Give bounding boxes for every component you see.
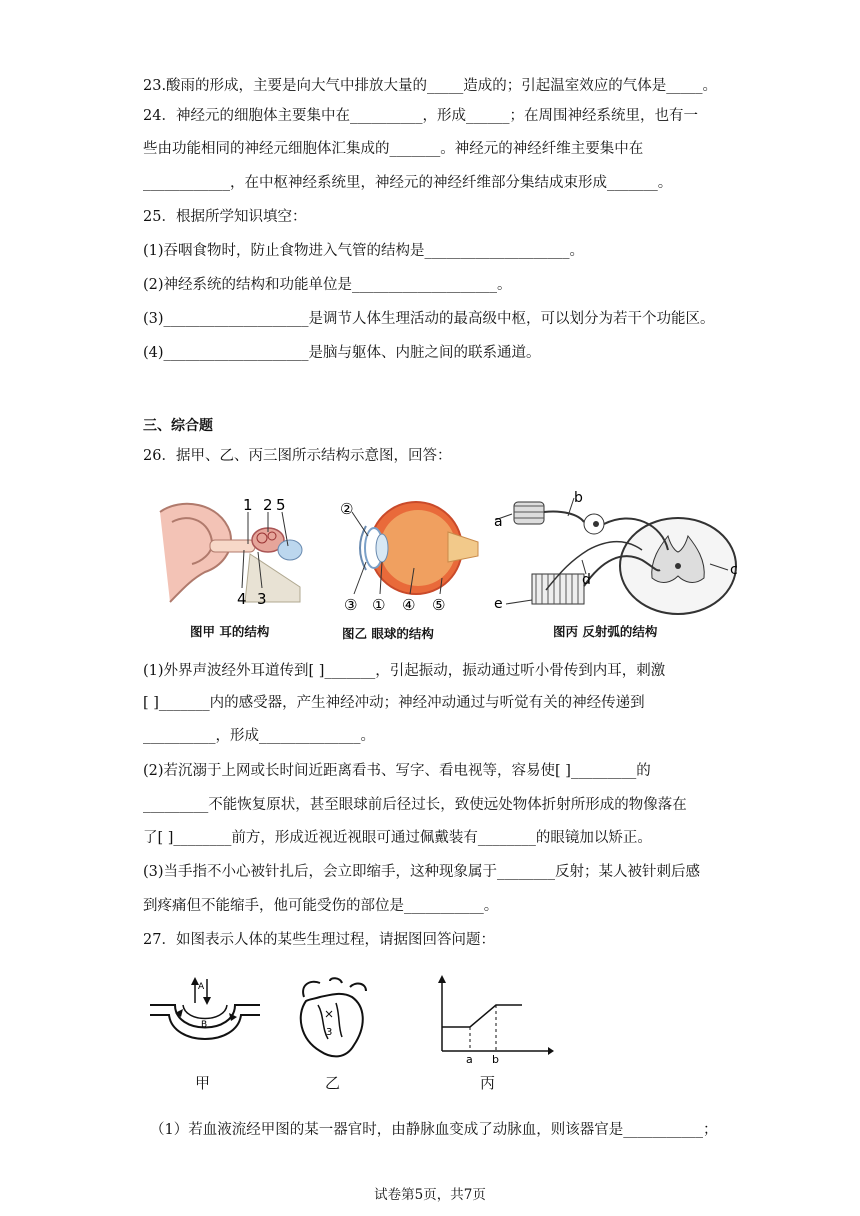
capillary-exchange-figure [145,975,265,1055]
ear-label-4: 4 [237,590,247,608]
ear-structure-figure [150,492,310,612]
heart-figure [290,975,380,1063]
jia-figure-caption: 甲 [195,1074,211,1092]
bing-tick-b: b [492,1053,499,1066]
reflex-arc-figure [492,490,742,620]
reflex-label-d: d [582,572,591,588]
q25-item-1: (1)吞咽食物时，防止食物进入气管的结构是____________________。 [143,243,585,259]
jia-label-a: A [198,982,205,992]
bing-figure-caption: 丙 [480,1074,496,1092]
ear-label-5: 5 [276,496,286,514]
ear-label-1: 1 [243,496,253,514]
q27-item-1-line: （1）若血液流经甲图的某一器官时，由静脉血变成了动脉血，则该器官是___________； [150,1122,718,1138]
q24-line-3: ____________，在中枢神经系统里，神经元的神经纤维部分集结成束形成_______。 [143,175,673,191]
eye-label-5: ⑤ [432,596,446,614]
reflex-label-e: e [494,596,503,612]
eye-figure-caption: 图乙 眼球的结构 [342,626,434,641]
q26-item-2-line-3: 了[ ]________前方，形成近视近视眼可通过佩戴装有________的眼镜加以矫正。 [143,830,652,846]
jia-label-b: B [201,1020,208,1030]
q23-line: 23.酸雨的形成，主要是向大气中排放大量的_____造成的；引起温室效应的气体是_____。 [143,78,718,94]
q26-item-1-line-2: [ ]_______内的感受器，产生神经冲动；神经冲动通过与听觉有关的神经传递到 [143,695,645,711]
yi-label-3: 3 [326,1027,333,1038]
q26-item-1-line-3: __________，形成______________。 [143,728,375,744]
reflex-label-c: c [730,562,738,578]
ear-label-3: 3 [257,590,267,608]
concentration-graph-figure [430,975,555,1067]
section-title: 三、综合题 [143,418,213,434]
q26-item-2-line-1: (2)若沉溺于上网或长时间近距离看书、写字、看电视等，容易使[ ]_________的 [143,763,651,779]
eye-label-4: ④ [402,596,416,614]
reflex-label-a: a [494,514,503,530]
q27-stem: 27．如图表示人体的某些生理过程，请据图回答问题： [143,932,495,948]
ear-label-2: 2 [263,496,273,514]
eye-label-3: ③ [344,596,358,614]
ear-figure-caption: 图甲 耳的结构 [190,624,270,639]
q26-item-3-line-2: 到疼痛但不能缩手，他可能受伤的部位是___________。 [143,898,499,914]
q26-stem: 26．据甲、乙、丙三图所示结构示意图，回答： [143,448,452,464]
eye-label-2: ② [340,500,354,518]
reflex-label-b: b [574,490,583,506]
eye-label-1: ① [372,596,386,614]
q24-line-1: 24．神经元的细胞体主要集中在__________，形成______；在周围神经系统里，也有一 [143,108,698,124]
yi-figure-caption: 乙 [325,1074,341,1092]
eye-structure-figure [338,492,488,614]
q24-line-2: 些由功能相同的神经元细胞体汇集成的_______。神经元的神经纤维主要集中在 [143,141,644,157]
page-footer: 试卷第5页，共7页 [374,1187,486,1203]
bing-tick-a: a [466,1053,473,1066]
reflex-figure-caption: 图丙 反射弧的结构 [553,624,658,639]
q26-item-2-line-2: _________不能恢复原状，甚至眼球前后径过长，致使远处物体折射所形成的物像落在 [143,797,687,813]
q26-item-3-line-1: (3)当手指不小心被针扎后，会立即缩手，这种现象属于________反射；某人被针刺后感 [143,864,701,880]
q25-stem: 25．根据所学知识填空： [143,209,307,225]
q25-item-4: (4)____________________是脑与躯体、内脏之间的联系通道。 [143,345,541,361]
q26-item-1-line-1: (1)外界声波经外耳道传到[ ]_______，引起振动，振动通过听小骨传到内耳，刺激 [143,663,666,679]
q25-item-2: (2)神经系统的结构和功能单位是____________________。 [143,277,512,293]
q25-item-3: (3)____________________是调节人体生理活动的最高级中枢，可以划分为若干个功能区。 [143,311,715,327]
